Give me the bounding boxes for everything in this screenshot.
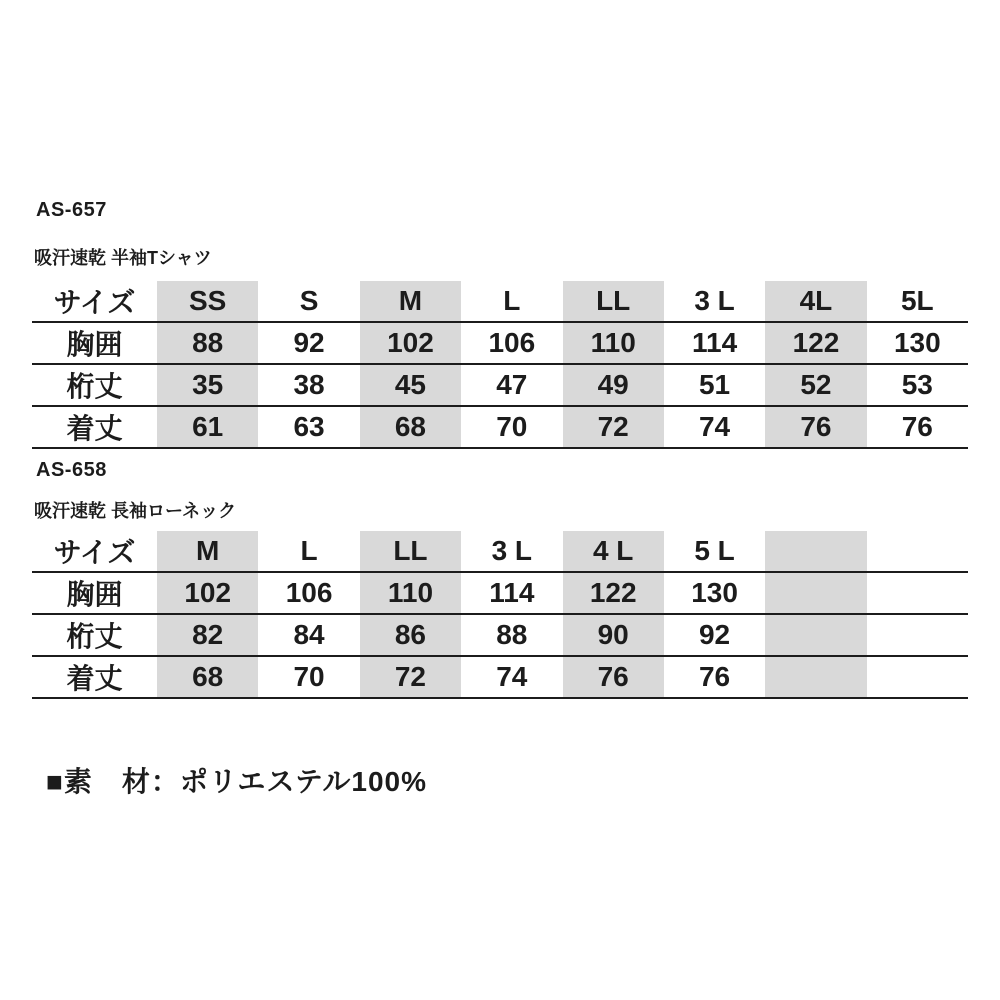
size-table-header-row <box>32 281 968 322</box>
table-row-chest <box>32 322 968 364</box>
size-column-ll: LL <box>360 531 461 572</box>
table-cell <box>765 614 866 656</box>
table-cell: 90 <box>563 614 664 656</box>
size-column-ss: SS <box>157 281 258 322</box>
table-cell: 76 <box>664 656 765 698</box>
size-column-m: M <box>360 281 461 322</box>
size-table-as657 <box>32 281 968 449</box>
table-cell: 72 <box>563 406 664 448</box>
table-cell <box>867 656 968 698</box>
table-cell: 49 <box>563 364 664 406</box>
row-label-sleeve: 桁丈 <box>32 614 157 656</box>
size-header-label: サイズ <box>32 281 157 322</box>
size-header-label: サイズ <box>32 531 157 572</box>
table-cell: 68 <box>360 406 461 448</box>
table-cell: 130 <box>867 322 968 364</box>
table-cell: 63 <box>258 406 359 448</box>
size-column-3l: 3 L <box>461 531 562 572</box>
product-code-as657: AS-657 <box>36 199 107 221</box>
table-cell: 130 <box>664 572 765 614</box>
size-column-5l: 5L <box>867 281 968 322</box>
row-label-length: 着丈 <box>32 656 157 698</box>
size-table-as658 <box>32 531 968 699</box>
table-cell <box>765 656 866 698</box>
table-cell: 38 <box>258 364 359 406</box>
size-column-s: S <box>258 281 359 322</box>
row-label-length: 着丈 <box>32 406 157 448</box>
table-cell: 88 <box>157 322 258 364</box>
table-cell: 122 <box>765 322 866 364</box>
table-cell: 45 <box>360 364 461 406</box>
table-row-chest <box>32 572 968 614</box>
table-cell: 114 <box>664 322 765 364</box>
table-cell: 70 <box>258 656 359 698</box>
table-cell: 88 <box>461 614 562 656</box>
table-cell: 76 <box>765 406 866 448</box>
table-cell: 72 <box>360 656 461 698</box>
table-cell: 82 <box>157 614 258 656</box>
product-code-as658: AS-658 <box>36 459 107 481</box>
table-cell: 86 <box>360 614 461 656</box>
table-cell: 47 <box>461 364 562 406</box>
table-cell: 92 <box>258 322 359 364</box>
table-cell: 51 <box>664 364 765 406</box>
product-name-as657: 吸汗速乾 半袖Tシャツ <box>34 248 212 268</box>
size-column-empty <box>765 531 866 572</box>
table-row-length <box>32 406 968 448</box>
size-column-ll: LL <box>563 281 664 322</box>
material-note: ■素 材：ポリエステル100% <box>46 766 428 797</box>
table-row-sleeve <box>32 364 968 406</box>
product-name-as658: 吸汗速乾 長袖ローネック <box>34 501 237 521</box>
table-cell: 102 <box>360 322 461 364</box>
table-cell <box>765 572 866 614</box>
table-cell: 70 <box>461 406 562 448</box>
row-label-sleeve: 桁丈 <box>32 364 157 406</box>
row-label-chest: 胸囲 <box>32 322 157 364</box>
table-cell: 84 <box>258 614 359 656</box>
row-label-chest: 胸囲 <box>32 572 157 614</box>
size-column-5l: 5 L <box>664 531 765 572</box>
table-cell: 110 <box>360 572 461 614</box>
size-column-4l: 4L <box>765 281 866 322</box>
size-column-4l: 4 L <box>563 531 664 572</box>
table-cell: 68 <box>157 656 258 698</box>
table-cell: 52 <box>765 364 866 406</box>
table-cell: 76 <box>563 656 664 698</box>
table-cell: 61 <box>157 406 258 448</box>
table-row-length <box>32 656 968 698</box>
table-cell <box>867 572 968 614</box>
table-cell: 102 <box>157 572 258 614</box>
size-column-3l: 3 L <box>664 281 765 322</box>
table-cell: 76 <box>867 406 968 448</box>
size-column-empty <box>867 531 968 572</box>
table-cell <box>867 614 968 656</box>
table-cell: 122 <box>563 572 664 614</box>
table-cell: 92 <box>664 614 765 656</box>
size-column-l: L <box>258 531 359 572</box>
table-cell: 114 <box>461 572 562 614</box>
table-row-sleeve <box>32 614 968 656</box>
table-cell: 110 <box>563 322 664 364</box>
size-table-header-row <box>32 531 968 572</box>
table-cell: 35 <box>157 364 258 406</box>
size-column-l: L <box>461 281 562 322</box>
table-cell: 106 <box>461 322 562 364</box>
table-cell: 74 <box>461 656 562 698</box>
table-cell: 106 <box>258 572 359 614</box>
table-cell: 53 <box>867 364 968 406</box>
table-cell: 74 <box>664 406 765 448</box>
size-column-m: M <box>157 531 258 572</box>
